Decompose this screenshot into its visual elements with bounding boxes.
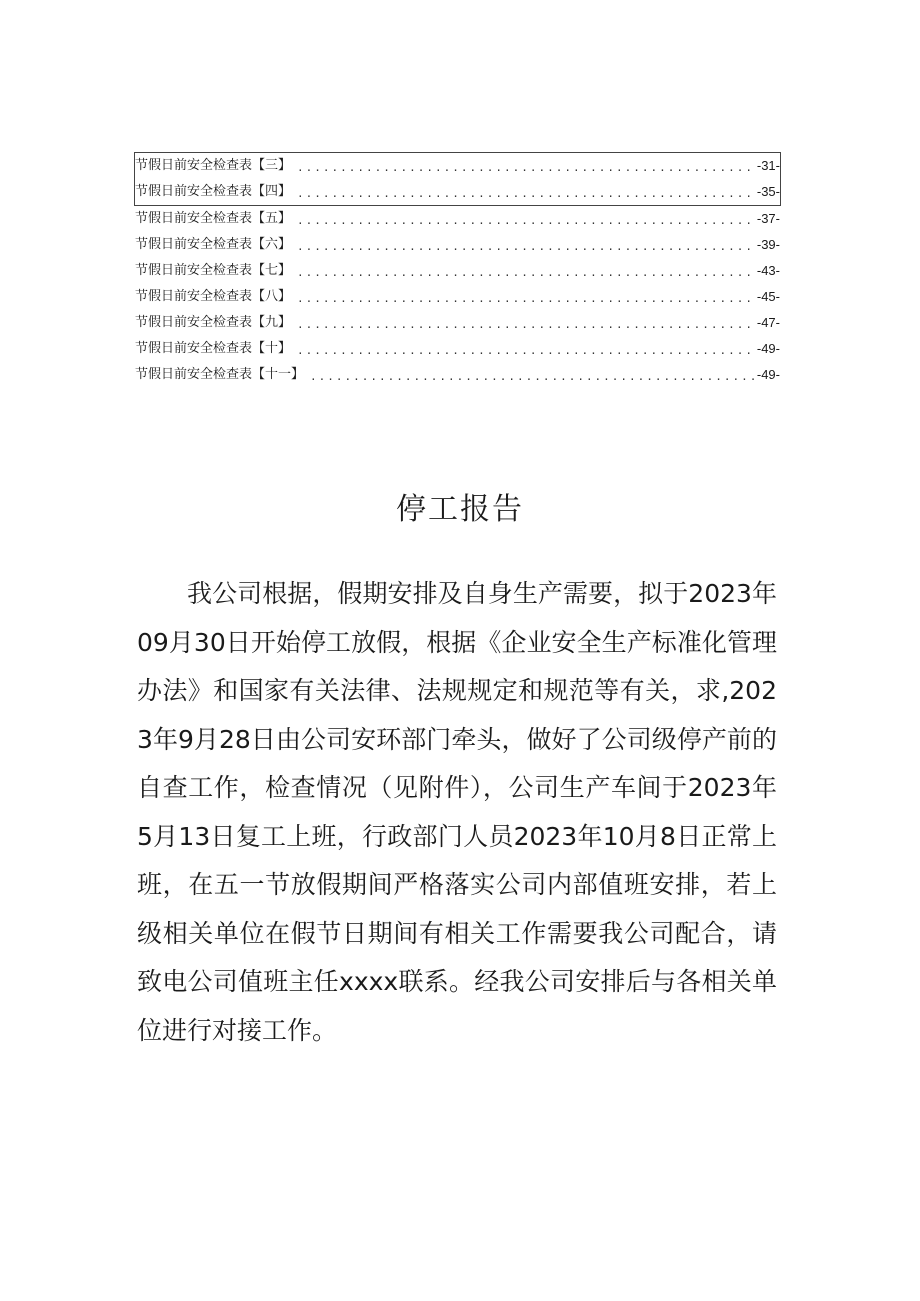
toc-entry[interactable] <box>135 179 780 205</box>
toc-leader-dots <box>297 210 755 232</box>
toc-entry[interactable] <box>135 284 780 310</box>
toc-entry-title: 节假日前安全检查表【十】 <box>135 341 292 356</box>
toc-entry-title: 节假日前安全检查表【十一】 <box>135 367 305 382</box>
toc-entry-title: 节假日前安全检查表【四】 <box>135 184 292 199</box>
toc-entry-title: 节假日前安全检查表【八】 <box>135 289 292 304</box>
toc-entry-page: -45- <box>756 289 780 304</box>
toc-boxed-group <box>134 152 781 206</box>
toc-entry[interactable] <box>135 362 780 388</box>
toc-entry-title: 节假日前安全检查表【九】 <box>135 315 292 330</box>
toc-entry-page: -37- <box>756 211 780 226</box>
toc-entry-page: -49- <box>756 367 780 382</box>
body-paragraph: 我公司根据，假期安排及自身生产需要，拟于2023年09月30日开始停工放假，根据《企业安全生产标准化管理办法》和国家有关法律、法规规定和规范等有关，求,2023年9月28日由公司安环部门牵头，做好了公司级停产前的自查工作，检查情况（见附件），公司生产车间于2023年5月13日复工上班，行政部门人员2023年10月8日正常上班，在五一节放假期间严格落实公司内部值班安排，若上级相关单位在假节日期间有相关工作需要我公司配合，请致电公司值班主任xxxx联系。经我公司安排后与各相关单位进行对接工作。 <box>137 579 777 1045</box>
toc-entry-page: -43- <box>756 263 780 278</box>
toc-entry-page: -31- <box>756 158 780 173</box>
toc-leader-dots <box>297 183 755 205</box>
toc-entry[interactable] <box>135 232 780 258</box>
toc-entry-page: -49- <box>756 341 780 356</box>
toc-entry-title: 节假日前安全检查表【六】 <box>135 237 292 252</box>
document-title: 停工报告 <box>396 492 524 527</box>
toc-entry-page: -47- <box>756 315 780 330</box>
toc-leader-dots <box>297 236 755 258</box>
toc-leader-dots <box>297 288 755 310</box>
table-of-contents <box>135 152 780 388</box>
toc-entry[interactable] <box>135 153 780 179</box>
toc-entry[interactable] <box>135 206 780 232</box>
toc-entry-title: 节假日前安全检查表【七】 <box>135 263 292 278</box>
toc-entry-title: 节假日前安全检查表【五】 <box>135 211 292 226</box>
toc-entry-title: 节假日前安全检查表【三】 <box>135 158 292 173</box>
toc-entry[interactable] <box>135 258 780 284</box>
toc-leader-dots <box>310 366 755 388</box>
toc-entry[interactable] <box>135 310 780 336</box>
toc-leader-dots <box>297 314 755 336</box>
toc-leader-dots <box>297 157 755 179</box>
toc-entry-page: -35- <box>756 184 780 199</box>
toc-entry[interactable] <box>135 336 780 362</box>
toc-leader-dots <box>297 262 755 284</box>
toc-leader-dots <box>297 340 755 362</box>
toc-entry-page: -39- <box>756 237 780 252</box>
